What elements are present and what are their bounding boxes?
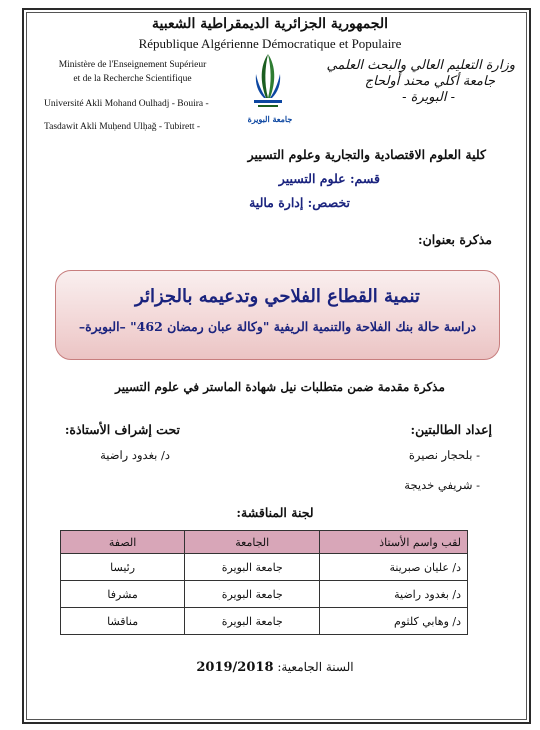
ministry-ar [300,58,515,106]
ministry-fr [40,58,225,86]
committee-table [60,530,468,635]
ministry-ar-line2: جامعة أكلي محند أولحاج [364,74,495,89]
table-row [61,608,468,635]
cell-university: جامعة البويرة [185,581,320,608]
logo-caption: جامعة البويرة [247,114,293,124]
table-header-row [61,531,468,554]
table-row [61,554,468,581]
prepared-by-label: إعداد الطالبتين: [410,422,492,437]
thesis-title: تنمية القطاع الفلاحي وتدعيمه بالجزائر [135,286,420,307]
ministry-fr-line1: Ministère de l'Enseignement Supérieur [58,60,207,70]
cell-name: د/ وهابي كلثوم [320,608,468,635]
department-name: قسم: علوم التسيير [278,171,380,186]
header-name: لقب واسم الأستاذ [320,531,468,554]
academic-year [160,660,390,675]
republic-french: République Algérienne Démocratique et Populaire [138,36,402,51]
cell-role: مشرفا [61,581,185,608]
ministry-ar-line3: - البويرة - [402,90,455,105]
memo-label: مذكرة بعنوان: [417,232,492,247]
academic-year-value: 2019/2018 [196,660,274,675]
academic-year-label: السنة الجامعية: [277,660,354,674]
header-university: الجامعة [185,531,320,554]
faculty-name: كلية العلوم الاقتصادية والتجارية وعلوم التسيير [247,147,486,162]
ministry-fr-line2: et de la Recherche Scientifique [73,74,192,84]
committee-title: لجنة المناقشة: [236,505,314,520]
university-tasdawit: Tasdawit Akli Muḥend Ulḥağ - Tubirett - [44,122,201,132]
university-fr: Université Akli Mohand Oulhadj - Bouira - [44,99,209,109]
title-box [55,270,500,360]
specialty-name: تخصص: إدارة مالية [249,195,350,210]
university-logo [246,52,294,132]
supervisor-label: تحت إشراف الأستاذة: [64,422,180,437]
cell-name: د/ بغدود راضية [320,581,468,608]
cell-role: مناقشا [61,608,185,635]
cell-university: جامعة البويرة [185,608,320,635]
cell-name: د/ عليان صبرينة [320,554,468,581]
table-row [61,581,468,608]
header-role: الصفة [61,531,185,554]
cell-university: جامعة البويرة [185,554,320,581]
memo-description: مذكرة مقدمة ضمن متطلبات نيل شهادة الماستر في علوم التسيير [115,380,445,394]
student-2: - شريفي خديجة [404,478,480,492]
thesis-subtitle: دراسة حالة بنك الفلاحة والتنمية الريفية "وكالة عبان رمضان 462" –البويرة– [78,319,477,334]
supervisor-name: د/ بغدود راضية [100,448,170,462]
university-logo-icon [246,52,290,112]
republic-arabic: الجمهورية الجزائرية الديمقراطية الشعبية [151,16,388,32]
cell-role: رئيسا [61,554,185,581]
ministry-ar-line1: وزارة التعليم العالي والبحث العلمي [326,58,515,73]
student-1: - بلحجار نصيرة [408,448,480,462]
